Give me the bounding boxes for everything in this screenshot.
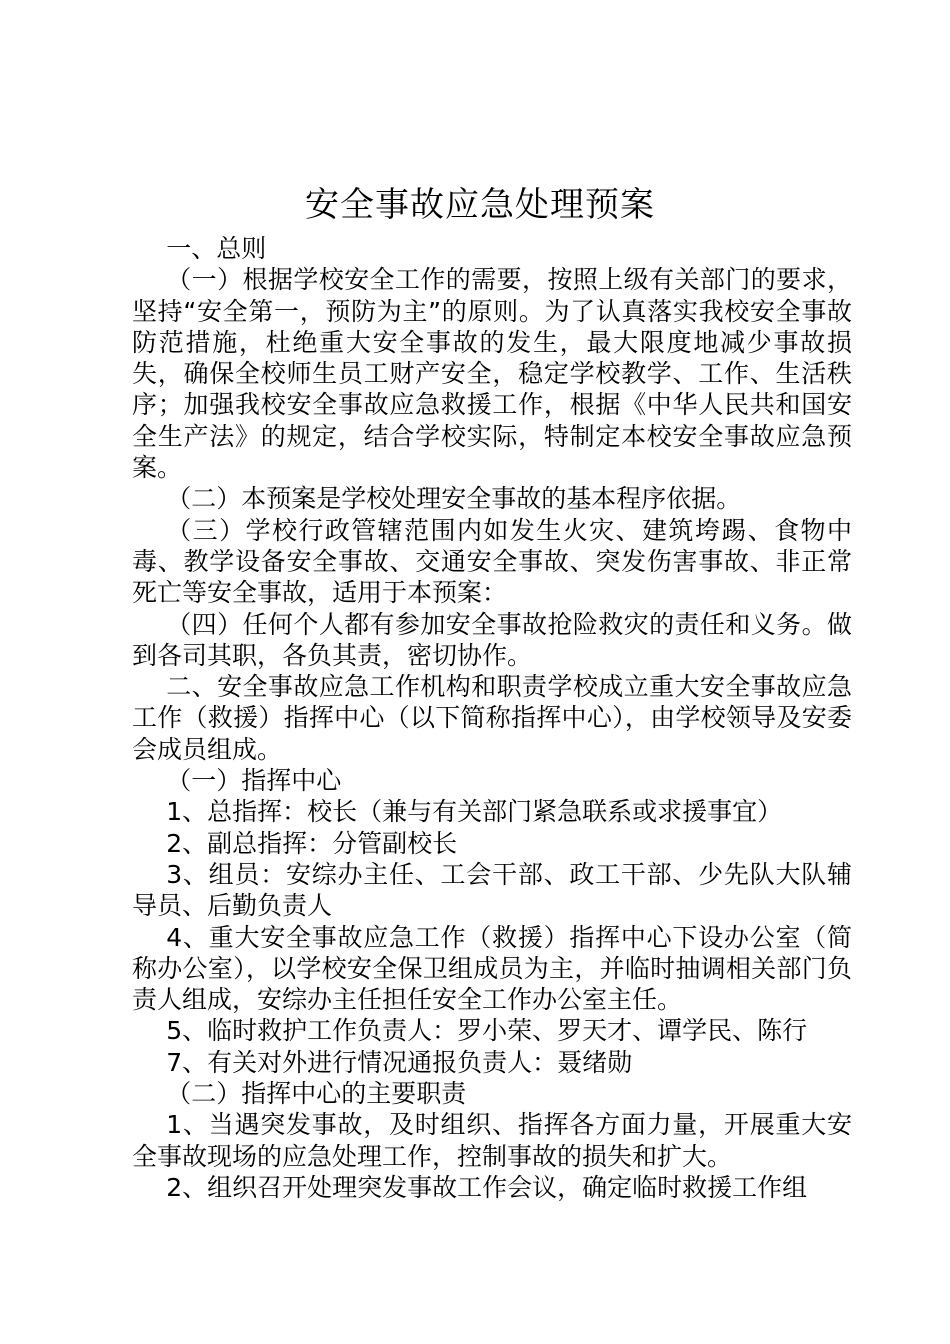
list-item: 3、组员：安综办主任、工会干部、政工干部、少先队大队辅导员、后勤负责人	[132, 859, 852, 921]
subheading-command-center: （一）指挥中心	[166, 766, 342, 796]
list-item: 2、副总指挥：分管副校长	[166, 828, 458, 858]
document-body	[132, 233, 852, 1203]
list-item: 7、有关对外进行情况通报负责人：聂绪勋	[166, 1047, 633, 1077]
list-item: 1、当遇突发事故，及时组织、指挥各方面力量，开展重大安全事故现场的应急处理工作，控制事故的损失和扩大。	[132, 1110, 852, 1171]
list-item: 1、总指挥：校长（兼与有关部门紧急联系或求援事宜）	[166, 797, 783, 827]
paragraph: （四）任何个人都有参加安全事故抢险救灾的责任和义务。做到各司其职，各负其责，密切协作。	[132, 609, 852, 670]
paragraph: （二）本预案是学校处理安全事故的基本程序依据。	[166, 484, 742, 514]
paragraph: （一）根据学校安全工作的需要，按照上级有关部门的要求，坚持“安全第一，预防为主”的原则。为了认真落实我校安全事故防范措施，杜绝重大安全事故的发生，最大限度地减少事故损失，确保全校师生员工财产安全，稳定学校教学、工作、生活秩序；加强我校安全事故应急救援工作，根据《中华人民共和国安全生产法》的规定，结合学校实际，特制定本校安全事故应急预案。	[132, 265, 852, 483]
subheading-responsibilities: （二）指挥中心的主要职责	[166, 1079, 467, 1109]
list-item: 5、临时救护工作负责人：罗小荣、罗天才、谭学民、陈行	[166, 1016, 808, 1046]
section-heading-organization: 二、安全事故应急工作机构和职责学校成立重大安全事故应急工作（救援）指挥中心（以下简称指挥中心），由学校领导及安委会成员组成。	[132, 672, 852, 764]
paragraph: （三）学校行政管辖范围内如发生火灾、建筑垮踢、食物中毒、教学设备安全事故、交通安全事故、突发伤害事故、非正常死亡等安全事故，适用于本预案：	[132, 515, 852, 608]
list-item: 2、组织召开处理突发事故工作会议，确定临时救援工作组	[166, 1172, 808, 1202]
document-title: 安全事故应急处理预案	[305, 185, 655, 225]
list-item: 4、重大安全事故应急工作（救援）指挥中心下设办公室（简称办公室），以学校安全保卫组成员为主，并临时抽调相关部门负责人组成，安综办主任担任安全工作办公室主任。	[132, 922, 852, 1015]
section-heading-general: 一、总则	[166, 234, 267, 263]
